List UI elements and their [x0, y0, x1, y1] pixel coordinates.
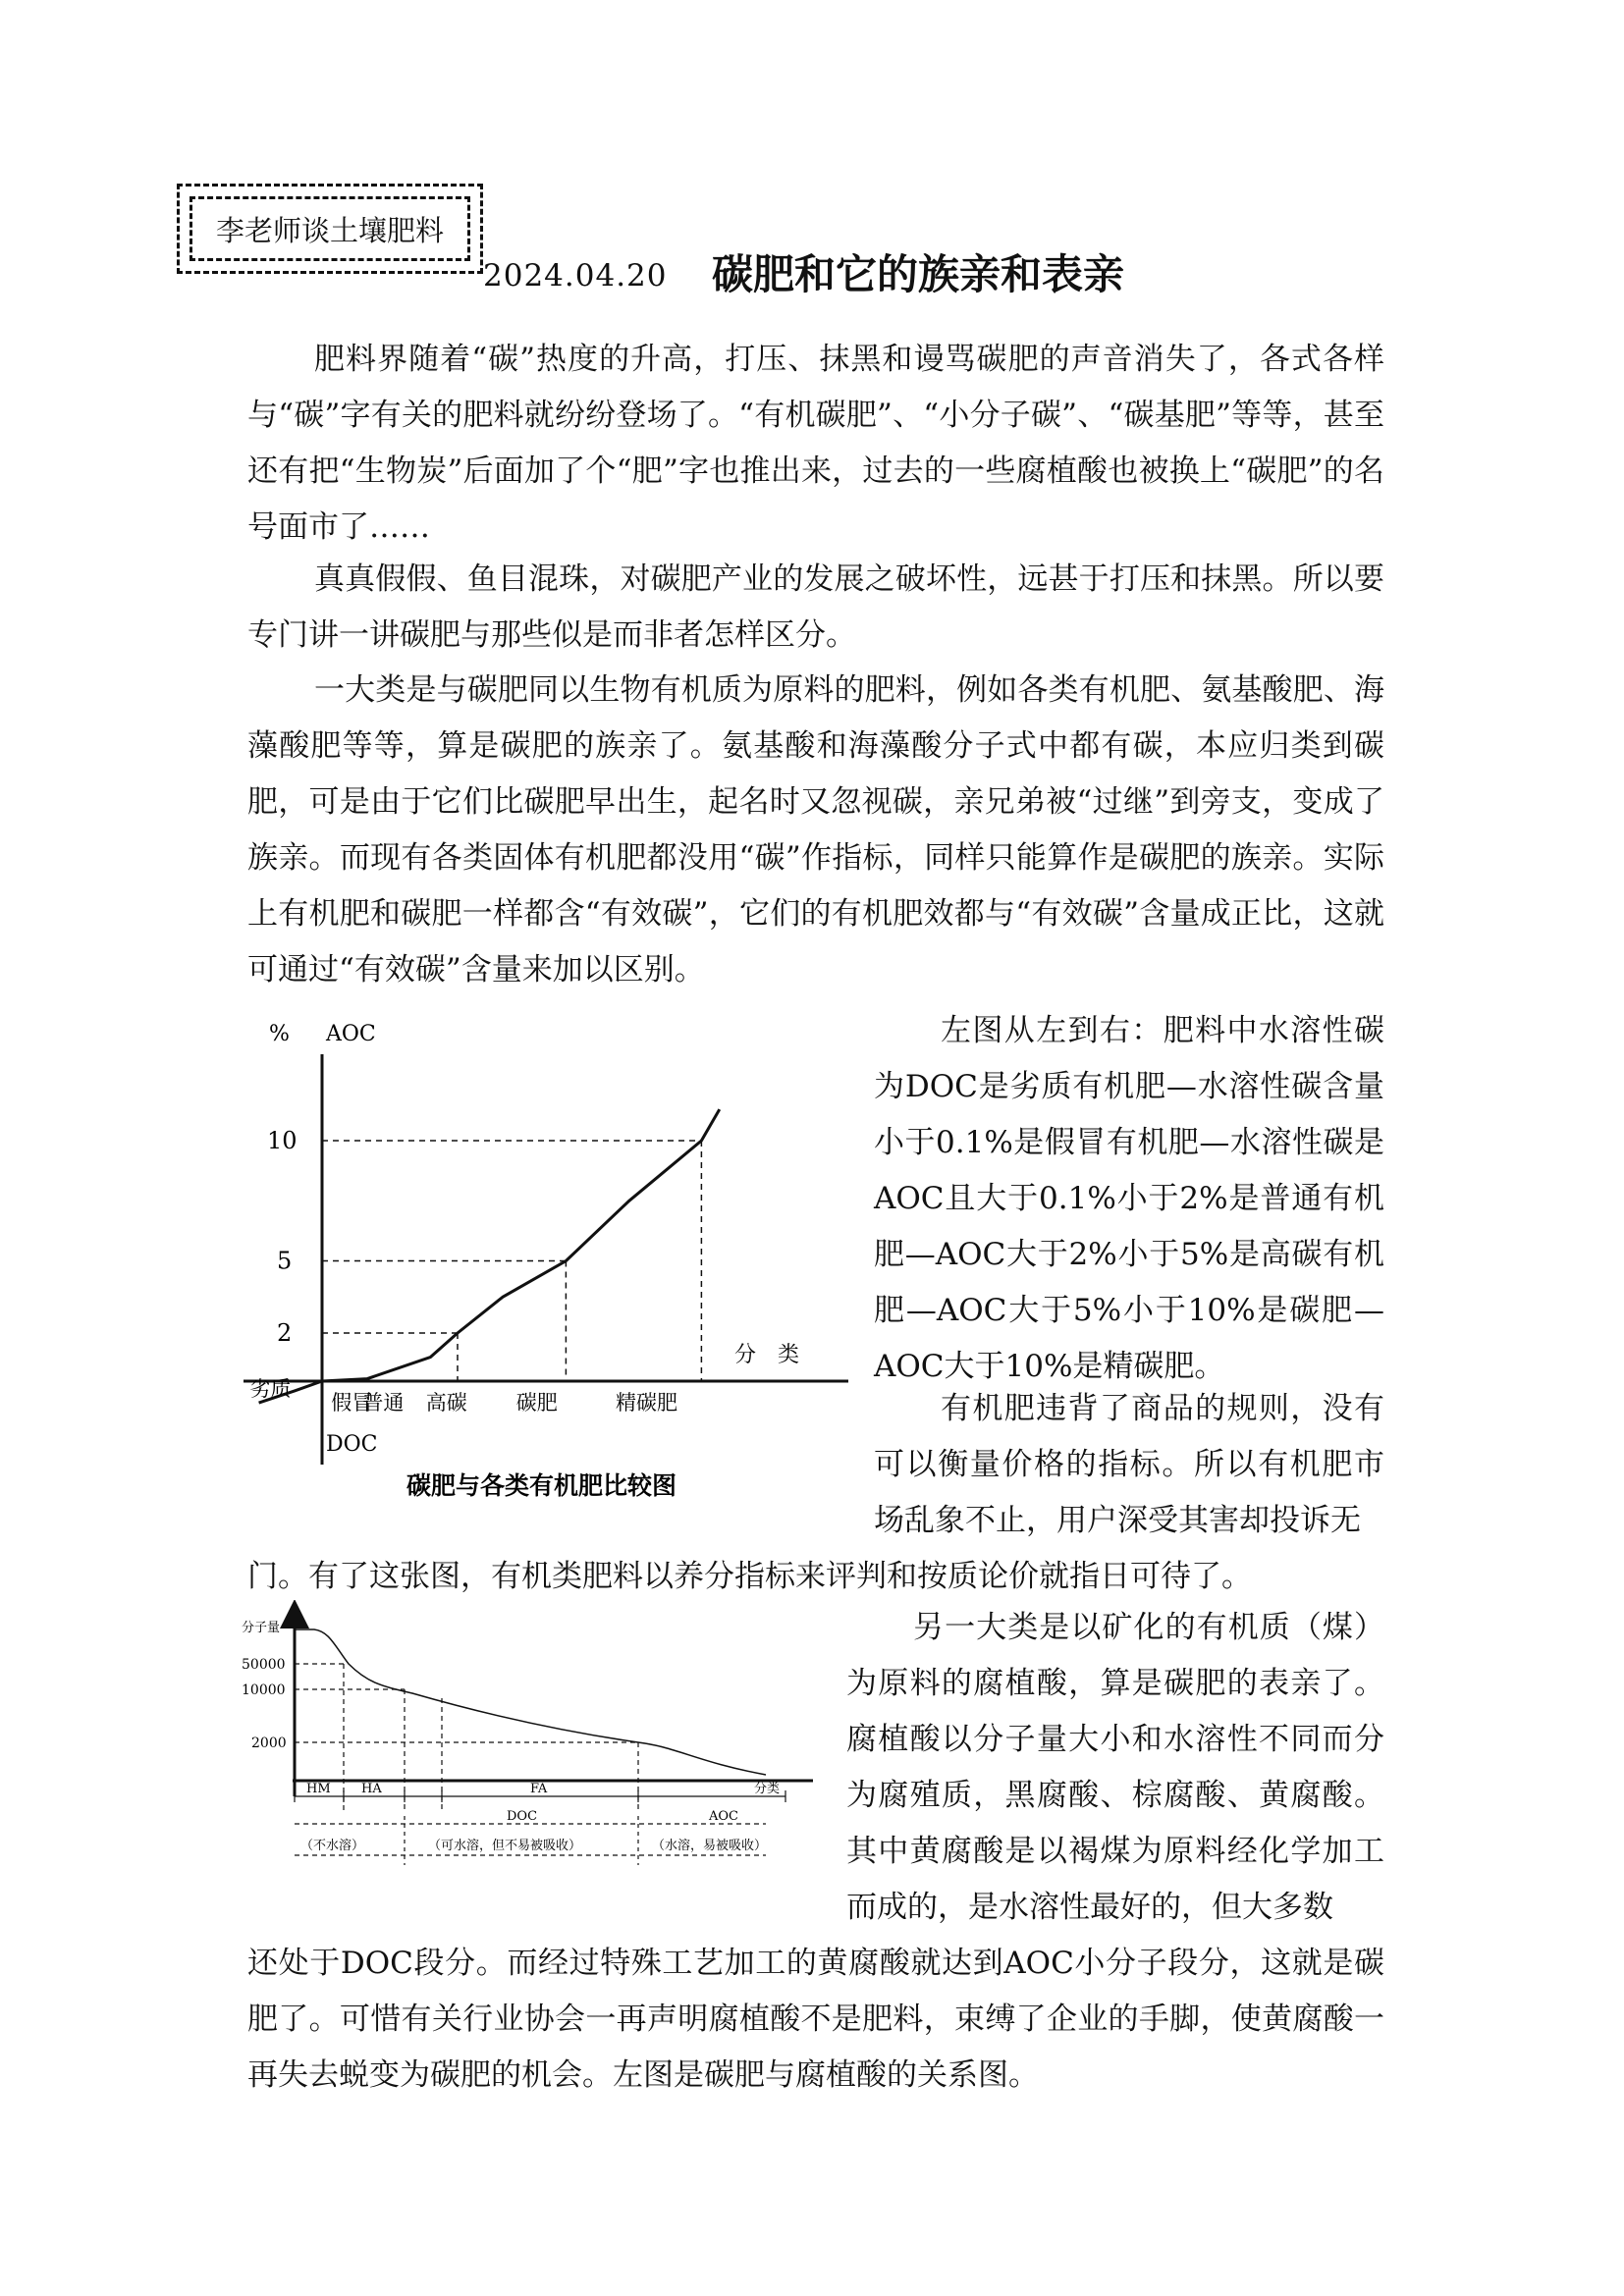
chart1-ylabel: AOC [326, 1022, 376, 1046]
chart2-ytick-10000: 10000 [242, 1682, 286, 1698]
chart2-range-doc: DOC [507, 1809, 538, 1824]
chart1-category-0: 劣质 [249, 1377, 292, 1401]
humic-acid-relationship-chart [236, 1600, 825, 1895]
chart2-segment-ha: HA [361, 1782, 382, 1796]
chart2-segment-fa: FA [530, 1782, 548, 1796]
chart2-note-insoluble: （不水溶） [300, 1839, 365, 1853]
chart1-category-5: 精碳肥 [616, 1391, 677, 1415]
paragraph-figure-explanation: 左图从左到右：肥料中水溶性碳为DOC是劣质有机肥—水溶性碳含量小于0.1%是假冒有机肥—水溶性碳是AOC且大于0.1%小于2%是普通有机肥—AOC大于2%小于5%是高碳有机肥—AOC大于5%小于10%是碳肥—AOC大于10%是精碳肥。 [874, 1013, 1384, 1384]
chart1-title: 碳肥与各类有机肥比较图 [406, 1471, 677, 1500]
chart1-doc-label: DOC [326, 1432, 378, 1457]
chart1-ytick-10: 10 [267, 1127, 298, 1154]
column-badge [177, 184, 483, 274]
chart2-xlabel: 分类 [754, 1782, 781, 1796]
paragraph-humic-acid: 另一大类是以矿化的有机质（煤）为原料的腐植酸，算是碳肥的表亲了。腐植酸以分子量大小和水溶性不同而分为腐殖质，黑腐酸、棕腐酸、黄腐酸。其中黄腐酸是以褐煤为原料经化学加工而成的，是水溶性最好的，但大多数 [846, 1610, 1384, 1925]
chart2-ytick-50000: 50000 [242, 1657, 286, 1673]
chart1-category-4: 碳肥 [515, 1391, 558, 1415]
chart2-note-soluble-easy: （水溶，易被吸收） [652, 1839, 768, 1853]
chart2-molecular-weight-curve [295, 1629, 766, 1775]
paragraph-market-chaos-end: 门。有了这张图，有机类肥料以养分指标来评判和按质论价就指日可待了。 [247, 1559, 1252, 1594]
paragraph-humic-acid-end: 还处于DOC段分。而经过特殊工艺加工的黄腐酸就达到AOC小分子段分，这就是碳肥了。可惜有关行业协会一再声明腐植酸不是肥料，束缚了企业的手脚，使黄腐酸一再失去蜕变为碳肥的机会。左图是碳肥与腐植酸的关系图。 [247, 1946, 1384, 2093]
chart2-ytick-2000: 2000 [251, 1735, 287, 1751]
chart2-note-soluble-hard: （可水溶，但不易被吸收） [428, 1839, 582, 1853]
chart1-aoc-curve [322, 1109, 720, 1381]
chart1-category-3: 高碳 [425, 1391, 467, 1415]
publish-date: 2024.04.20 [483, 258, 668, 294]
paragraph-market-chaos: 有机肥违背了商品的规则，没有可以衡量价格的指标。所以有机肥市场乱象不止，用户深受其害却投诉无 [874, 1391, 1384, 1538]
chart1-ytick-5: 5 [277, 1247, 293, 1275]
chart2-ylabel: 分子量 [242, 1621, 281, 1635]
paragraph-relatives: 一大类是与碳肥同以生物有机质为原料的肥料，例如各类有机肥、氨基酸肥、海藻酸肥等等，算是碳肥的族亲了。氨基酸和海藻酸分子式中都有碳，本应归类到碳肥，可是由于它们比碳肥早出生，起名时又忽视碳，亲兄弟被“过继”到旁支，变成了族亲。而现有各类固体有机肥都没用“碳”作指标，同样只能算作是碳肥的族亲。实际上有机肥和碳肥一样都含“有效碳”，它们的有机肥效都与“有效碳”含量成正比，这就可通过“有效碳”含量来加以区别。 [247, 672, 1384, 988]
article-title: 碳肥和它的族亲和表亲 [712, 250, 1125, 298]
chart2-range-aoc: AOC [709, 1809, 738, 1824]
chart1-category-2: 普通 [362, 1391, 405, 1415]
column-badge-label: 李老师谈土壤肥料 [189, 196, 470, 261]
chart1-ytick-2: 2 [277, 1319, 293, 1347]
chart1-xlabel: 分 类 [734, 1343, 800, 1367]
paragraph-confusion: 真真假假、鱼目混珠，对碳肥产业的发展之破坏性，远甚于打压和抹黑。所以要专门讲一讲碳肥与那些似是而非者怎样区分。 [247, 561, 1384, 653]
chart2-segment-hm: HM [306, 1782, 331, 1796]
chart1-yunit: % [269, 1022, 290, 1046]
organic-fertilizer-comparison-chart [232, 1003, 856, 1514]
paragraph-intro: 肥料界随着“碳”热度的升高，打压、抹黑和谩骂碳肥的声音消失了，各式各样与“碳”字有关的肥料就纷纷登场了。“有机碳肥”、“小分子碳”、“碳基肥”等等，甚至还有把“生物炭”后面加了个“肥”字也推出来，过去的一些腐植酸也被换上“碳肥”的名号面市了…… [247, 342, 1384, 545]
chart1-category-1: 假冒 [331, 1391, 373, 1415]
